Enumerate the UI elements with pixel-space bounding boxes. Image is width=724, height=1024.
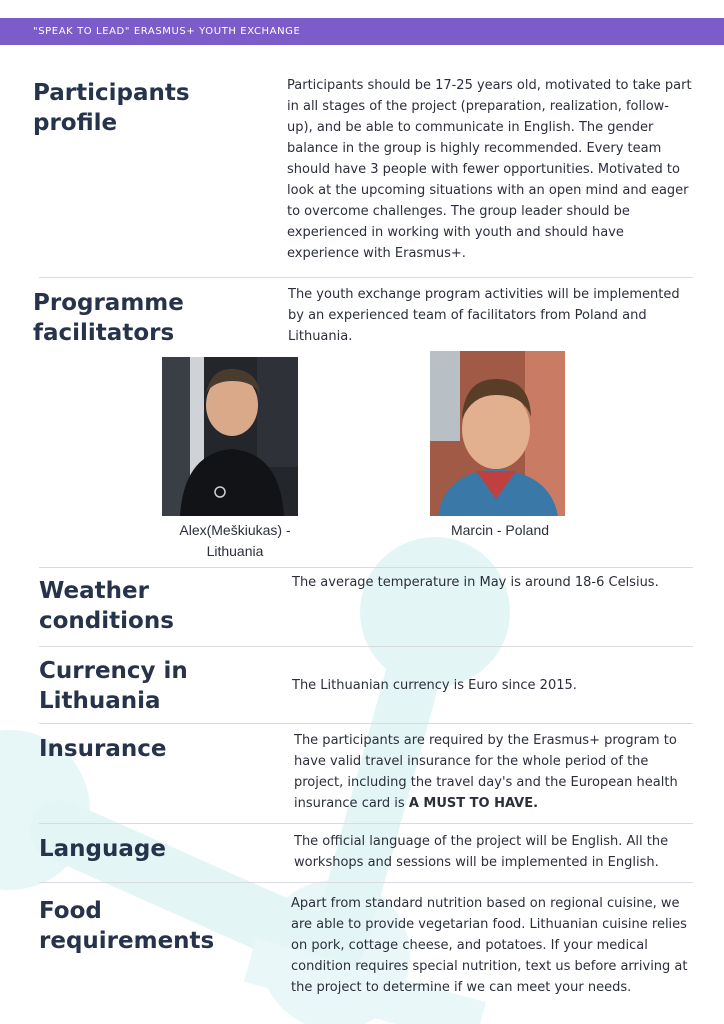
header-banner [0,18,724,45]
divider [39,723,693,724]
currency-text: The Lithuanian currency is Euro since 2015. [292,678,577,693]
facilitators-heading [33,288,263,348]
facilitator-photo-marcin [430,351,565,516]
food-heading-line2: requirements [39,928,215,954]
facilitators-heading-line1: Programme [33,290,184,316]
facilitator-name-marcin: Marcin - Poland [450,522,550,538]
weather-heading [39,576,269,636]
language-heading-line1: Language [39,836,166,862]
divider [39,567,693,568]
divider [39,823,693,824]
divider [39,882,693,883]
participants-heading-line1: Participants [33,80,190,106]
insurance-text [294,730,692,814]
insurance-heading [39,734,269,764]
facilitator-caption-marcin [430,520,570,541]
currency-heading-line2: Lithuania [39,688,161,714]
currency-heading-line1: Currency in [39,658,188,684]
food-heading-line1: Food [39,898,102,924]
food-heading [39,896,269,956]
currency-heading [39,656,269,716]
divider [39,646,693,647]
divider [39,277,693,278]
participants-heading [33,78,253,138]
language-heading [39,834,269,864]
insurance-emphasis: A MUST TO HAVE. [408,796,539,811]
facilitator-name-alex: Alex(Meškiukas) - [179,522,291,538]
facilitators-heading-line2: facilitators [33,320,175,346]
participants-heading-line2: profile [33,110,118,136]
weather-heading-line1: Weather [39,578,149,604]
weather-heading-line2: conditions [39,608,174,634]
facilitator-photo-alex [162,357,298,516]
facilitator-caption-alex [162,520,308,562]
participants-text: Participants should be 17-25 years old, motivated to take part in all stages of the project (preparation, realization, follow-up), and be able to communicate in English. The gender balance in the group is highly recommended. Every team should have 3 people with fewer opportunities. Motivated to look at the upcoming situations with an open mind and eager to overcome challenges. The group leader should be experienced in working with youth and should have experience with Erasmus+. [287,78,692,261]
language-text: The official language of the project will be English. All the workshops and sessions will be implemented in English. [294,834,669,870]
food-text: Apart from standard nutrition based on regional cuisine, we are able to provide vegetarian food. Lithuanian cuisine relies on pork, cottage cheese, and potatoes. If your medical condition requires special nutrition, text us before arriving at the project to determine if we can meet your needs. [291,896,688,995]
banner-title: "SPEAK TO LEAD" ERASMUS+ YOUTH EXCHANGE [33,26,301,37]
facilitator-country-alex: Lithuania [206,543,264,559]
facilitators-text: The youth exchange program activities will be implemented by an experienced team of facilitators from Poland and Lithuania. [288,287,680,344]
insurance-body: The participants are required by the Erasmus+ program to have valid travel insurance for the whole period of the project, including the travel day's and the European health insurance card is [294,733,678,811]
weather-text: The average temperature in May is around 18-6 Celsius. [292,575,659,590]
insurance-heading-line1: Insurance [39,736,167,762]
